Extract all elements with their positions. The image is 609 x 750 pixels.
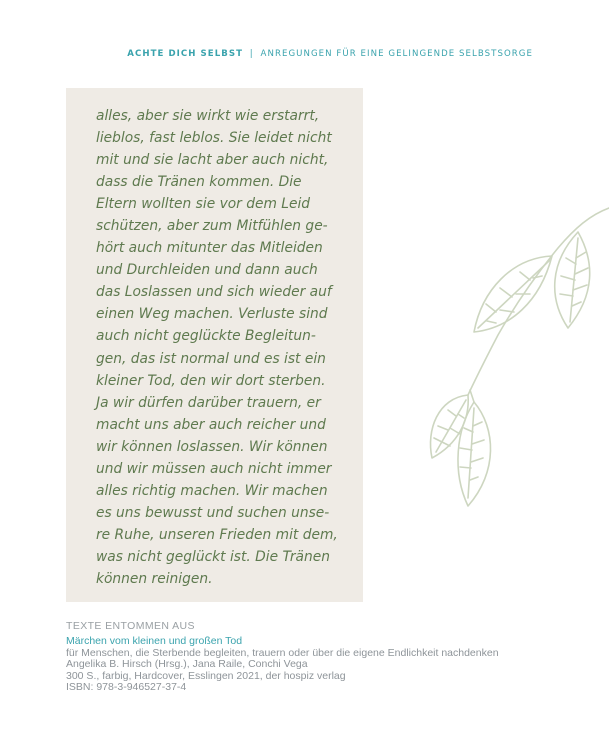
quote-line: es uns bewusst und suchen unse-: [96, 504, 330, 521]
quote-line: mit und sie lacht aber auch nicht,: [96, 152, 329, 169]
quote-line: einen Weg machen. Verluste sind: [96, 306, 328, 323]
book-isbn: ISBN: 978-3-946527-37-4: [66, 681, 187, 694]
header-separator: |: [249, 49, 254, 59]
source-label: TEXTE ENTOMMEN AUS: [66, 620, 195, 632]
quote-line: schützen, aber zum Mitfühlen ge-: [96, 218, 328, 235]
book-title: Märchen vom kleinen und großen Tod: [66, 635, 243, 648]
book-details: 300 S., farbig, Hardcover, Esslingen 2021, der hospiz verlag: [66, 669, 346, 682]
quote-line: Eltern wollten sie vor dem Leid: [96, 196, 311, 213]
series-subtitle: ANREGUNGEN FÜR EINE GELINGENDE SELBSTSORGE: [260, 49, 533, 59]
leaf-branch-icon: [390, 190, 609, 520]
quote-line: können reinigen.: [96, 570, 213, 587]
quote-line: gen, das ist normal und es ist ein: [96, 350, 326, 367]
quote-line: Ja wir dürfen darüber trauern, er: [96, 394, 321, 411]
quote-line: und wir müssen auch nicht immer: [96, 460, 332, 477]
source-info: [66, 621, 499, 693]
quote-line: lieblos, fast leblos. Sie leidet nicht: [96, 130, 332, 147]
quote-line: hört auch mitunter das Mitleiden: [96, 240, 323, 257]
quote-text: [96, 105, 338, 590]
series-title: ACHTE DICH SELBST: [127, 49, 243, 59]
quote-line: wir können loslassen. Wir können: [96, 438, 328, 455]
quote-line: was nicht geglückt ist. Die Tränen: [96, 548, 330, 565]
book-authors: Angelika B. Hirsch (Hrsg.), Jana Raile, Conchi Vega: [66, 658, 308, 671]
quote-line: kleiner Tod, den wir dort sterben.: [96, 372, 326, 389]
quote-line: macht uns aber auch reicher und: [96, 416, 326, 433]
quote-line: re Ruhe, unseren Frieden mit dem,: [96, 526, 338, 543]
quote-line: alles, aber sie wirkt wie erstarrt,: [96, 108, 320, 124]
quote-line: auch nicht geglückte Begleitun-: [96, 328, 316, 345]
quote-line: und Durchleiden und dann auch: [96, 262, 318, 279]
quote-line: das Loslassen und sich wieder auf: [96, 284, 332, 301]
quote-box: [66, 88, 363, 602]
quote-line: dass die Tränen kommen. Die: [96, 174, 302, 191]
book-subtitle: für Menschen, die Sterbende begleiten, trauern oder über die eigene Endlichkeit nachdenken: [66, 646, 499, 659]
running-header: [127, 49, 533, 59]
quote-line: alles richtig machen. Wir machen: [96, 482, 328, 499]
